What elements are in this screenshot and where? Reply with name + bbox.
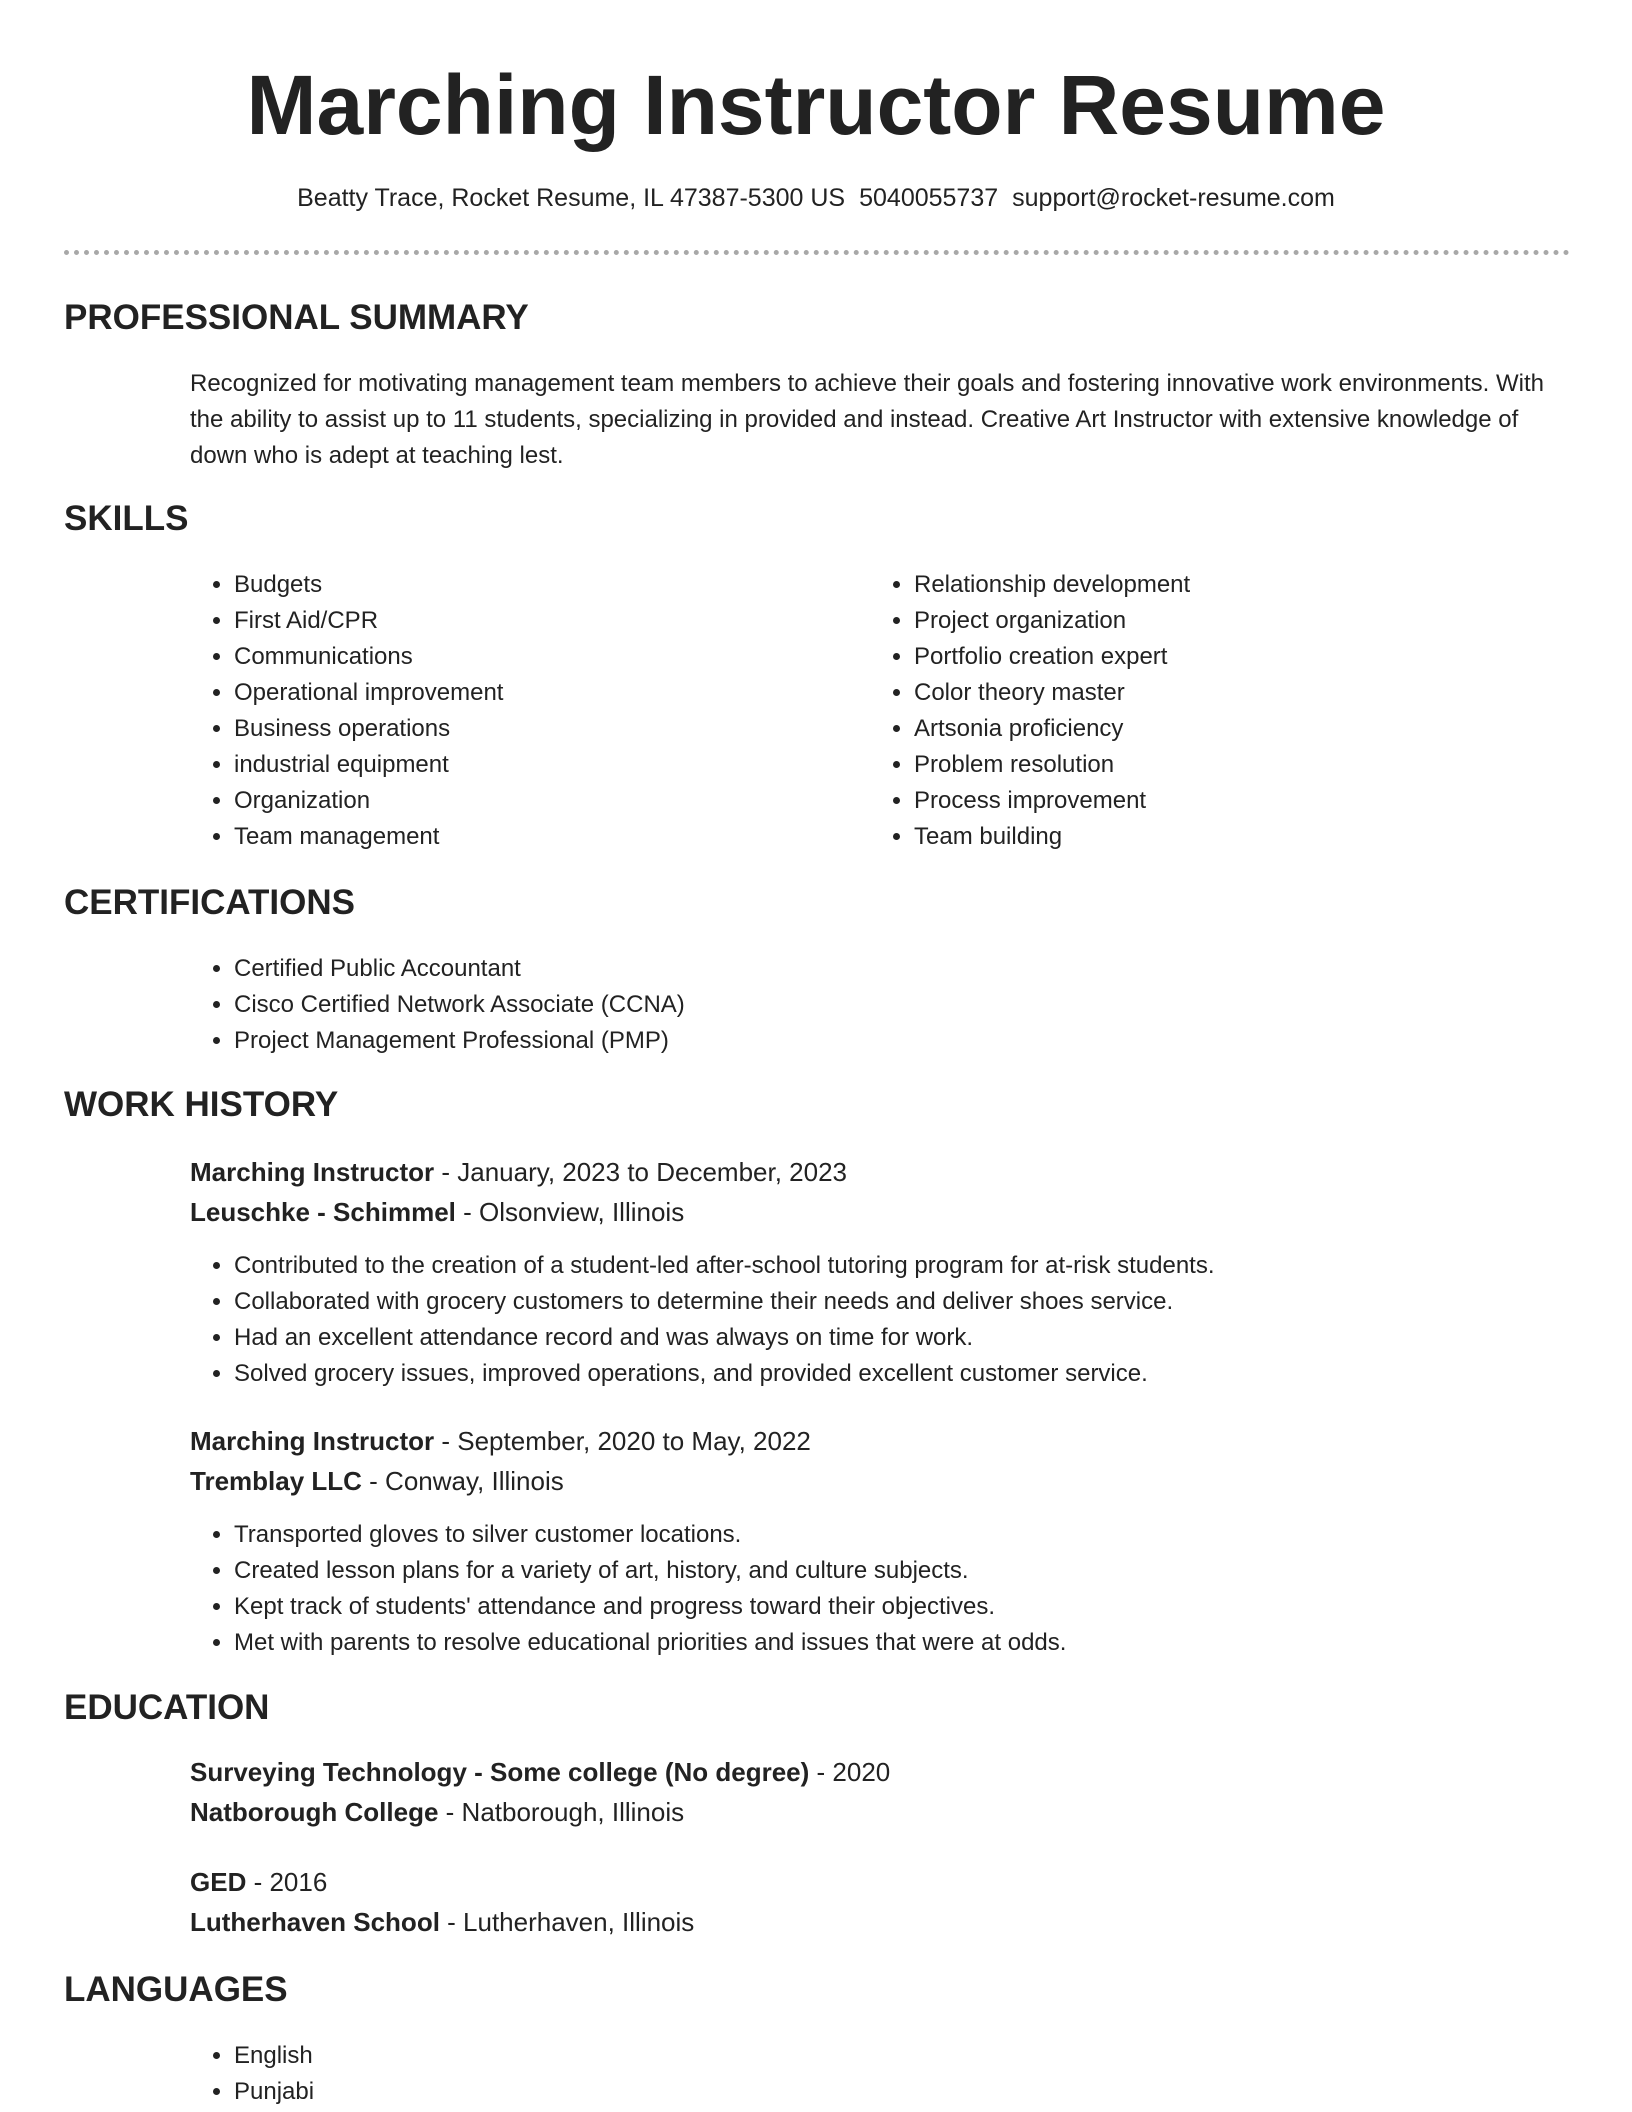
- list-item: • Team management: [234, 819, 874, 855]
- education-year: - 2016: [246, 1867, 328, 1897]
- list-item: • Portfolio creation expert: [914, 639, 1604, 675]
- education-degree-line: [190, 1752, 1560, 1792]
- contact-line: [0, 180, 1632, 216]
- job-location: - Olsonview, Illinois: [455, 1197, 685, 1227]
- education-year: - 2020: [809, 1757, 891, 1787]
- list-item: • First Aid/CPR: [234, 603, 874, 639]
- list-item: • Had an excellent attendance record and was always on time for work.: [234, 1320, 1604, 1356]
- list-item: • Artsonia proficiency: [914, 711, 1604, 747]
- section-heading-work-history: WORK HISTORY: [64, 1085, 339, 1124]
- job-title-line: [190, 1152, 1560, 1192]
- languages-list: [190, 2038, 1604, 2110]
- job-duties-list: [190, 1248, 1604, 1392]
- job-company: Leuschke - Schimmel: [190, 1197, 456, 1227]
- education-degree: GED: [190, 1867, 247, 1897]
- list-item: • Kept track of students' attendance and progress toward their objectives.: [234, 1589, 1604, 1625]
- education-location: - Lutherhaven, Illinois: [439, 1907, 695, 1937]
- section-heading-certifications: CERTIFICATIONS: [64, 883, 356, 922]
- job-duties-list: [190, 1517, 1604, 1661]
- education-degree-line: [190, 1862, 1560, 1902]
- list-item: • Contributed to the creation of a student-led after-school tutoring program for at-risk students.: [234, 1248, 1604, 1284]
- certifications-list: [190, 951, 1604, 1059]
- job-header: [190, 1152, 1560, 1232]
- education-entry: [190, 1752, 1560, 1832]
- list-item: • Cisco Certified Network Associate (CCNA): [234, 987, 1604, 1023]
- job-dates: - January, 2023 to December, 2023: [434, 1157, 848, 1187]
- job-header: [190, 1421, 1560, 1501]
- job-location: - Conway, Illinois: [361, 1466, 564, 1496]
- section-heading-languages: LANGUAGES: [64, 1970, 288, 2009]
- job-company: Tremblay LLC: [190, 1466, 362, 1496]
- list-item: • Budgets: [234, 567, 874, 603]
- page-title: Marching Instructor Resume: [246, 58, 1386, 152]
- list-item: • Transported gloves to silver customer locations.: [234, 1517, 1604, 1553]
- list-item: • Solved grocery issues, improved operations, and provided excellent customer service.: [234, 1356, 1604, 1392]
- job-dates: - September, 2020 to May, 2022: [434, 1426, 811, 1456]
- job-company-line: [190, 1192, 1560, 1232]
- list-item: • English: [234, 2038, 1604, 2074]
- summary-text: Recognized for motivating management team members to achieve their goals and fostering innovative work environments. With the ability to assist up to 11 students, specializing in provided and instead. Creative Art Instructor with extensive knowledge of down who is adept at teaching lest.: [190, 370, 1544, 469]
- list-item: • Team building: [914, 819, 1604, 855]
- list-item: • Collaborated with grocery customers to determine their needs and deliver shoes service.: [234, 1284, 1604, 1320]
- list-item: • Certified Public Accountant: [234, 951, 1604, 987]
- job-company-line: [190, 1461, 1560, 1501]
- education-school-line: [190, 1792, 1560, 1832]
- list-item: • Relationship development: [914, 567, 1604, 603]
- list-item: • Project organization: [914, 603, 1604, 639]
- education-degree: Surveying Technology - Some college (No degree): [190, 1757, 810, 1787]
- job-title-line: [190, 1421, 1560, 1461]
- list-item: • Punjabi: [234, 2074, 1604, 2110]
- contact-address: Beatty Trace, Rocket Resume, IL 47387-5300 US: [297, 184, 846, 212]
- list-item: • Business operations: [234, 711, 874, 747]
- skills-list-left: [190, 567, 874, 855]
- header-divider: [64, 250, 1570, 255]
- education-school-line: [190, 1902, 1560, 1942]
- contact-phone: 5040055737: [859, 184, 999, 212]
- education-location: - Natborough, Illinois: [438, 1797, 685, 1827]
- list-item: • Communications: [234, 639, 874, 675]
- section-heading-education: EDUCATION: [64, 1688, 270, 1727]
- education-school: Lutherhaven School: [190, 1907, 440, 1937]
- list-item: • Problem resolution: [914, 747, 1604, 783]
- job-title: Marching Instructor: [190, 1157, 435, 1187]
- education-school: Natborough College: [190, 1797, 439, 1827]
- list-item: • Created lesson plans for a variety of art, history, and culture subjects.: [234, 1553, 1604, 1589]
- list-item: • Color theory master: [914, 675, 1604, 711]
- skills-list-right: [870, 567, 1604, 855]
- job-title: Marching Instructor: [190, 1426, 435, 1456]
- list-item: • industrial equipment: [234, 747, 874, 783]
- education-entry: [190, 1862, 1560, 1942]
- list-item: • Operational improvement: [234, 675, 874, 711]
- list-item: • Met with parents to resolve educational priorities and issues that were at odds.: [234, 1625, 1604, 1661]
- list-item: • Organization: [234, 783, 874, 819]
- list-item: • Process improvement: [914, 783, 1604, 819]
- contact-email: support@rocket-resume.com: [1012, 184, 1335, 212]
- section-heading-skills: SKILLS: [64, 499, 189, 538]
- section-heading-summary: PROFESSIONAL SUMMARY: [64, 298, 529, 337]
- list-item: • Project Management Professional (PMP): [234, 1023, 1604, 1059]
